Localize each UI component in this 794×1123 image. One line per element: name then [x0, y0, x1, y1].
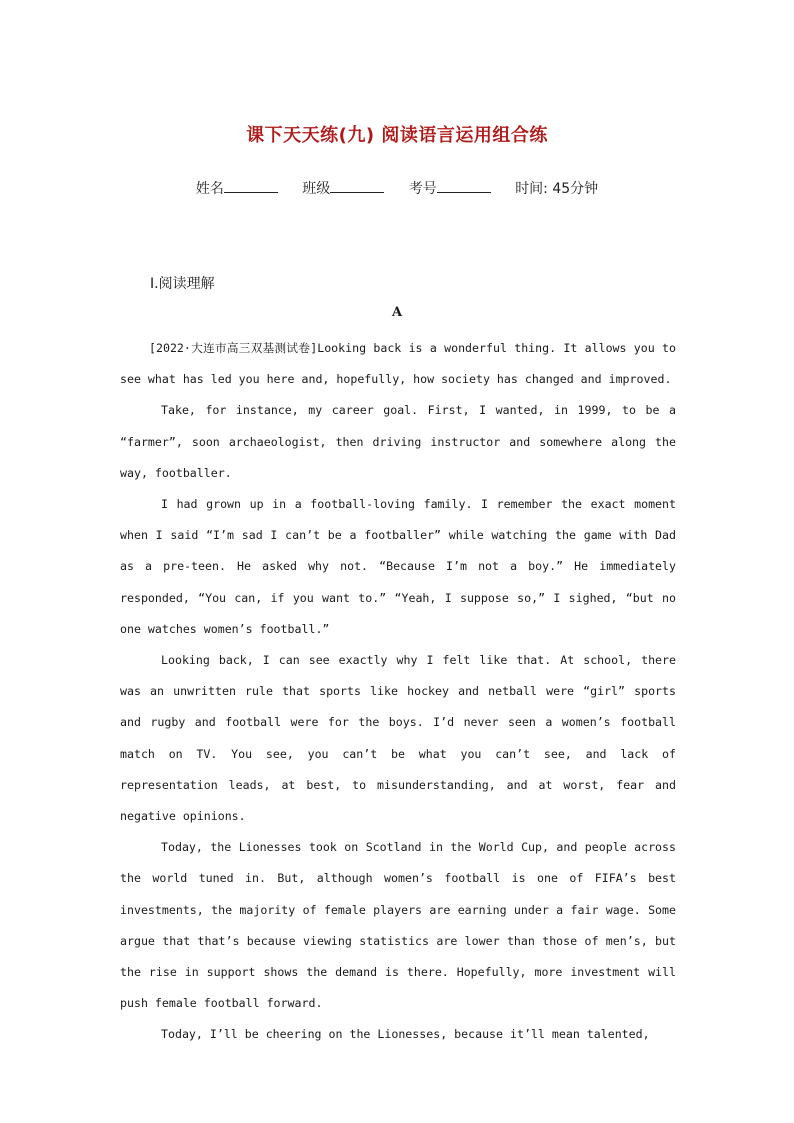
section-heading: Ⅰ.阅读理解: [150, 276, 215, 292]
passage-body: [120, 333, 676, 1051]
paragraph: Looking back, I can see exactly why I felt like that. At school, there was an unwritten rule that sports like hockey and netball were “girl” sports and rugby and football were for the boys. I’d never seen a women’s football match on TV. You see, you can’t be what you can’t see, and lack of representation leads, at best, to misunderstanding, and at worst, fear and negative opinions.: [120, 653, 676, 824]
student-info-line: [0, 178, 794, 198]
class-field: [302, 181, 384, 197]
name-field: [196, 181, 278, 197]
paragraph: Take, for instance, my career goal. First, I wanted, in 1999, to be a “farmer”, soon archaeologist, then driving instructor and somewhere along the way, footballer.: [120, 403, 676, 480]
class-label: 班级: [302, 181, 331, 197]
paragraph: I had grown up in a football-loving family. I remember the exact moment when I said “I’m sad I can’t be a footballer” while watching the game with Dad as a pre-teen. He asked why not. “Because I’m not a boy.” He immediately responded, “You can, if you want to.” “Yeah, I suppose so,” I sighed, “but no one watches women’s football.”: [120, 497, 676, 636]
paragraph: [2022·大连市高三双基测试卷]Looking back is a wonderful thing. It allows you to see what has led you here and, hopefully, how society has changed and improved.: [120, 341, 676, 387]
name-label: 姓名: [195, 181, 224, 197]
passage-label: A: [391, 305, 403, 320]
time-limit: 时间: 45分钟: [515, 181, 599, 197]
name-blank: [224, 180, 278, 193]
exam-number-field: [409, 181, 491, 197]
page-title: 课下天天练(九) 阅读语言运用组合练: [246, 125, 548, 146]
paragraph: Today, I’ll be cheering on the Lionesses, because it’ll mean talented,: [161, 1027, 650, 1042]
paragraph: Today, the Lionesses took on Scotland in the World Cup, and people across the world tuned in. But, although women’s football is one of FIFA’s best investments, the majority of female players are earning under a fair wage. Some argue that that’s because viewing statistics are lower than those of men’s, but the rise in support shows the demand is there. Hopefully, more investment will push female football forward.: [120, 840, 676, 1011]
exam-number-label: 考号: [408, 181, 437, 197]
exam-number-blank: [437, 180, 491, 193]
class-blank: [330, 180, 384, 193]
